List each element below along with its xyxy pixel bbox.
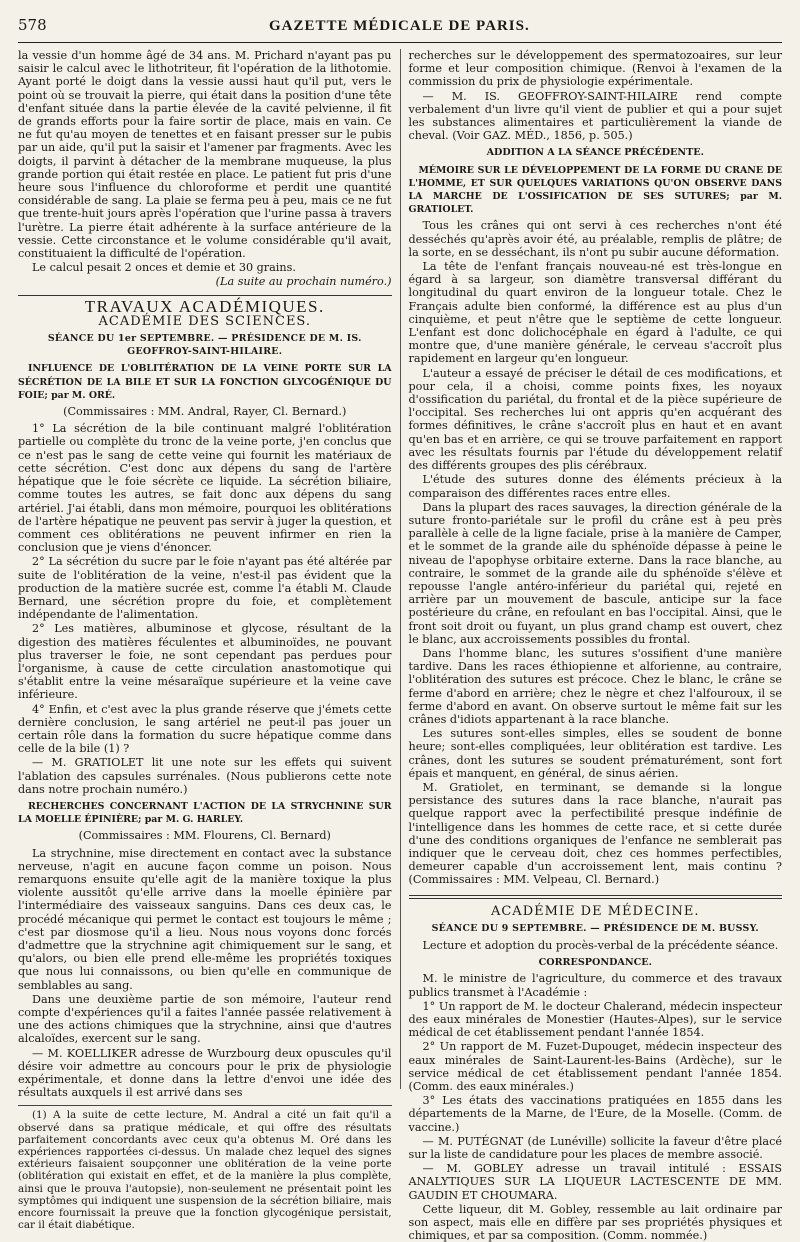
academy-title: ACADÉMIE DES SCIENCES. <box>98 313 312 329</box>
session-heading: SÉANCE DU 1er SEPTEMBRE. — PRÉSIDENCE DE M. IS. GEOFFROY-SAINT-HILAIRE. <box>47 333 362 358</box>
commission-line: (Commissaires : MM. Andral, Rayer, Cl. Bernard.) <box>63 405 347 419</box>
correspondence-heading: CORRESPONDANCE. <box>538 957 652 969</box>
memoir-paragraph: L'étude des sutures donne des éléments précieux à la comparaison des différentes races entre elles. <box>408 473 782 500</box>
journal-title: GAZETTE MÉDICALE DE PARIS. <box>268 18 530 34</box>
correspondence-paragraph: 1° Un rapport de M. le docteur Chalerand, médecin inspecteur des eaux minérales de Monestier (Hautes-Alpes), sur le service médical de cet établissement pendant l'année 1854. <box>408 999 782 1040</box>
page-header <box>18 16 782 43</box>
paragraph: — M. IS. GEOFFROY-SAINT-HILAIRE rend compte verbalement d'un livre qu'il vient de publier et qui a pour sujet les substances alimentaires et particulièrement la viande de cheval. (Voir GAZ. MÉD., 1856, p. 505.) <box>408 89 782 143</box>
memoir-title: RECHERCHES CONCERNANT L'ACTION DE LA STRYCHNINE SUR LA MOELLE ÉPINIÈRE; par M. G. HARLEY. <box>18 800 392 826</box>
memoir-paragraph: 4° Enfin, et c'est avec la plus grande réserve que j'émets cette dernière conclusion, le sang artériel ne peut-il pas jouer un certain rôle dans la formation du sucre hépatique comme dans celle de la bile (1) ? <box>18 702 392 756</box>
memoir-paragraph: Dans la plupart des races sauvages, la direction générale de la suture fronto-pariétale sur le profil du crâne est à peu près parallèle à celle de la ligne faciale, prise à la manière de Camper, et le sommet de la grande aile du sphénoïde dépasse à peine le niveau de l'apophyse orbitaire externe. Dans la race blanche, au contraire, le sommet de la grande aile du sphénoïde s'élève et repousse l'angle antéro-inférieur du pariétal qui, rejeté en arrière par un mouvement de bascule, anticipe sur la face postérieure du crâne, en refoulant en bas l'occipital. Ainsi, que le front soit droit ou fuyant, un plus grand champ est ouvert, chez le blanc, aux accroissements possibles du frontal. <box>408 500 782 646</box>
memoir-paragraph: Dans une deuxième partie de son mémoire, l'auteur rend compte d'expériences qu'il a faites l'année passée relativement à une des actions chimiques que la strychnine, ainsi que d'autres alcaloïdes, exercent sur le sang. <box>18 992 392 1046</box>
correspondence-paragraph: 3° Les états des vaccinations pratiquées en 1855 dans les départements de la Marne, de l'Eure, de la Moselle. (Comm. de vaccine.) <box>408 1094 782 1134</box>
memoir-paragraph: 2° Les matières, albuminose et glycose, résultant de la digestion des matières féculentes et albuminoïdes, ne pouvant plus traverser le foie, ne sont cependant pas perdues pour l'organisme, à cause de cette circulation anastomotique qui s'établit entre la veine mésaraïque supérieure et la veine cave inférieure. <box>18 622 392 702</box>
academy-title: ACADÉMIE DE MÉDECINE. <box>490 903 700 919</box>
memoir-paragraph: 1° La sécrétion de la bile continuant malgré l'oblitération partielle ou complète du tronc de la veine porte, j'en conclus que ce n'est pas le sang de cette veine qui fournit les matériaux de cette sécrétion. C'est donc aux dépens du sang de l'artère hépatique que le foie sécrète ce liquide. La sécrétion biliaire, comme toutes les autres, se fait donc aux dépens du sang artériel. J'ai établi, dans mon mémoire, pourquoi les oblitérations de l'artère hépatique ne peuvent pas servir à juger la question, et comment ces oblitérations ne peuvent infirmer en rien la conclusion que je viens d'énoncer. <box>18 422 392 555</box>
commission-line: (Commissaires : MM. Flourens, Cl. Bernard) <box>78 829 331 843</box>
correspondence-paragraph: — M. GOBLEY adresse un travail intitulé : ESSAIS ANALYTIQUES SUR LA LIQUEUR LACTESCENTE DE MM. GAUDIN ET CHOUMARA. <box>408 1162 782 1202</box>
right-column <box>401 49 783 1242</box>
memoir-paragraph: M. Gratiolet, en terminant, se demande si la longue persistance des sutures dans la race blanche, n'aurait pas quelque rapport avec la perfectibilité presque indéfinie de l'intelligence dans les hommes de cette race, et si cette durée d'une des conditions organiques de l'enfance ne semblerait pas indiquer que le cerveau doit, chez ces hommes perfectibles, demeurer capable d'un accroissement lent, mais continu ? (Commissaires : MM. Velpeau, Cl. Bernard.) <box>408 780 782 887</box>
memoir-paragraph: Dans l'homme blanc, les sutures s'ossifient d'une manière tardive. Dans les races éthiopienne et alforienne, au contraire, l'oblitération des sutures est précoce. Chez le blanc, le crâne se ferme d'abord en arrière; chez le nègre et chez l'alfouroux, il se ferme d'abord en avant. On observe surtout le même fait sur les crânes d'idiots appartenant à la race blanche. <box>408 646 782 726</box>
memoir-paragraph: La tête de l'enfant français nouveau-né est très-longue en égard à sa largeur, son diamètre transversal différant du longitudinal du quart environ de la longueur totale. Chez le Français adulte bien conformé, la différence est au plus d'un cinquième, et peut n'être que le septième de cette longueur. L'enfant est donc dolichocéphale en égard à l'adulte, ce qui montre que, d'une manière générale, le cerveau s'accroît plus rapidement en largeur qu'en longueur. <box>408 260 782 366</box>
correspondence-paragraph: Cette liqueur, dit M. Gobley, ressemble au lait ordinaire par son aspect, mais elle en diffère par ses propriétés physiques et chimiques, et par sa composition. (Comm. nommée.) <box>408 1202 782 1242</box>
intro-paragraph: la vessie d'un homme âgé de 34 ans. M. Prichard n'ayant pas pu saisir le calcul avec le lithotriteur, fit l'opération de la lithotomie. Ayant porté le doigt dans la vessie aussi haut qu'il put, vers le point où se trouvait la pierre, qui était dans la position d'une tête d'enfant située dans la partie élevée de la cavité pelvienne, il fit de grands efforts pour la faire sortir de place, mais en vain. Ce ne fut qu'au moyen de tenettes et en faisant presser sur le pubis par un aide, qu'il put la saisir et l'amener par fragments. Avec les doigts, il parvint à détacher de la membrane muqueuse, la plus grande portion qui était restée en place. Le patient fut pris d'une heure sous l'influence du chloroforme et perdit une quantité considérable de sang. La plaie se ferma peu à peu, mais ce ne fut que trente-huit jours après l'opération que l'urine passa à travers l'urètre. La pierre était adhérente à la surface antérieure de la vessie. Cette circonstance et le volume considérable qu'il avait, constituaient la difficulté de l'opération. <box>18 49 392 261</box>
correspondence-paragraph: M. le ministre de l'agriculture, du commerce et des travaux publics transmet à l'Académie : <box>408 972 782 999</box>
memoir-title: INFLUENCE DE L'OBLITÉRATION DE LA VEINE PORTE SUR LA SÉCRÉTION DE LA BILE ET SUR LA FONCTION GLYCOGÉNIQUE DU FOIE; par M. ORÉ. <box>18 363 392 401</box>
correspondence-paragraph: 2° Un rapport de M. Fuzet-Dupouget, médecin inspecteur des eaux minérales de Saint-Laurent-les-Bains (Ardèche), sur le service médical de cet établissement pendant l'année 1854. (Comm. des eaux minérales.) <box>408 1040 782 1094</box>
intro-paragraph: Le calcul pesait 2 onces et demie et 30 grains. <box>32 261 296 275</box>
memoir-paragraph: Les sutures sont-elles simples, elles se soudent de bonne heure; sont-elles compliquées, leur oblitération est tardive. Les crânes, dont les sutures se soudent prématurément, sont fort épais et manquent, en général, de sinus aérien. <box>408 727 782 780</box>
left-column <box>18 49 401 1232</box>
section-divider <box>18 295 392 296</box>
two-column-body <box>18 49 782 1242</box>
memoir-paragraph: La strychnine, mise directement en contact avec la substance nerveuse, n'agit en aucune façon comme un poison. Nous remarquons ensuite qu'elle agit de la manière toxique la plus violente aussitôt qu'elle arrive dans la moelle épinière par l'intermédiaire des vaisseaux sanguins. Dans ces deux cas, le procédé mécanique qui permet le contact est toujours le même ; c'est par diosmose qu'il a lieu. Nous nous voyons donc forcés d'admettre que la strychnine agit chimiquement sur le sang, et qu'alors, ou bien elle prend elle-même les propriétés toxiques que nous lui connaissons, ou bien qu'elle en communique de semblables au sang. <box>18 846 392 992</box>
footnote: (1) A la suite de cette lecture, M. Andral a cité un fait qu'il a observé dans sa pratique médicale, et qui offre des résultats parfaitement concordants avec ceux qu'a obtenus M. Oré dans les expériences rapportées ci-dessus. Un malade chez lequel des signes extérieurs faisaient soupçonner une oblitération de la veine porte (oblitération qui existait en effet, et de la manière la plus complète, ainsi que le prouva l'autopsie), non-seulement ne présentait point les symptômes qui indiquent une suspension de la sécrétion biliaire, mais encore fournissait la preuve que la fonction glycogénique persistait, car il était diabétique. <box>18 1109 392 1232</box>
to-be-continued-note: (La suite au prochain numéro.) <box>215 275 392 289</box>
memoir-paragraph: Tous les crânes qui ont servi à ces recherches n'ont été desséchés qu'après avoir été, au préalable, remplis de plâtre; de la sorte, en se desséchant, ils n'ont pu subir aucune déformation. <box>408 219 782 259</box>
correspondence-paragraph: — M. PUTÉGNAT (de Lunéville) sollicite la faveur d'être placé sur la liste de candidature pour les places de membre associé. <box>408 1134 782 1162</box>
section-divider <box>409 895 783 899</box>
memoir-paragraph: L'auteur a essayé de préciser le détail de ces modifications, et pour cela, il a choisi, comme points fixes, les noyaux d'ossification du pariétal, du frontal et de la pièce supérieure de l'occipital. Ses recherches lui ont appris qu'en acquérant des formes définitives, le crâne s'accroît plus en haut et en avant qu'en bas et en arrière, ce qui se trouve parfaitement en rapport avec les résultats fournis par l'étude du développement relatif des différents groupes des plis cérébraux. <box>408 366 782 473</box>
section-title: TRAVAUX ACADÉMIQUES. <box>84 296 325 316</box>
memoir-paragraph: — M. GRATIOLET lit une note sur les effets qui suivent l'ablation des capsules surrénales. (Nous publierons cette note dans notre prochain numéro.) <box>18 756 392 796</box>
minutes-line: Lecture et adoption du procès-verbal de la précédente séance. <box>422 939 779 952</box>
continued-paragraph: recherches sur le développement des spermatozoaires, sur leur forme et leur composition chimique. (Renvoi à l'examen de la commission du prix de physiologie expérimentale. <box>408 49 782 89</box>
footnote-divider <box>18 1105 392 1106</box>
addition-heading: ADDITION A LA SÉANCE PRÉCÉDENTE. <box>486 147 704 159</box>
memoir-paragraph: — M. KOELLIKER adresse de Wurzbourg deux opuscules qu'il désire voir admettre au concours pour le prix de physiologie expérimentale, et donne dans la lettre d'envoi une idée des résultats auxquels il est arrivé dans ses <box>18 1046 392 1100</box>
memoir-title: MÉMOIRE SUR LE DÉVELOPPEMENT DE LA FORME DU CRANE DE L'HOMME, ET SUR QUELQUES VARIATIONS QU'ON OBSERVE DANS LA MARCHE DE L'OSSIFICATION DE SES SUTURES; par M. GRATIOLET. <box>408 164 782 216</box>
memoir-paragraph: 2° La sécrétion du sucre par le foie n'ayant pas été altérée par suite de l'oblitération de la veine, n'est-il pas évident que la production de la matière sucrée est, comme l'a établi M. Claude Bernard, une sécrétion propre du foie, et complètement indépendante de l'alimentation. <box>18 555 392 622</box>
session-heading: SÉANCE DU 9 SEPTEMBRE. — PRÉSIDENCE DE M. BUSSY. <box>431 922 759 934</box>
page-number: 578 <box>18 16 47 34</box>
